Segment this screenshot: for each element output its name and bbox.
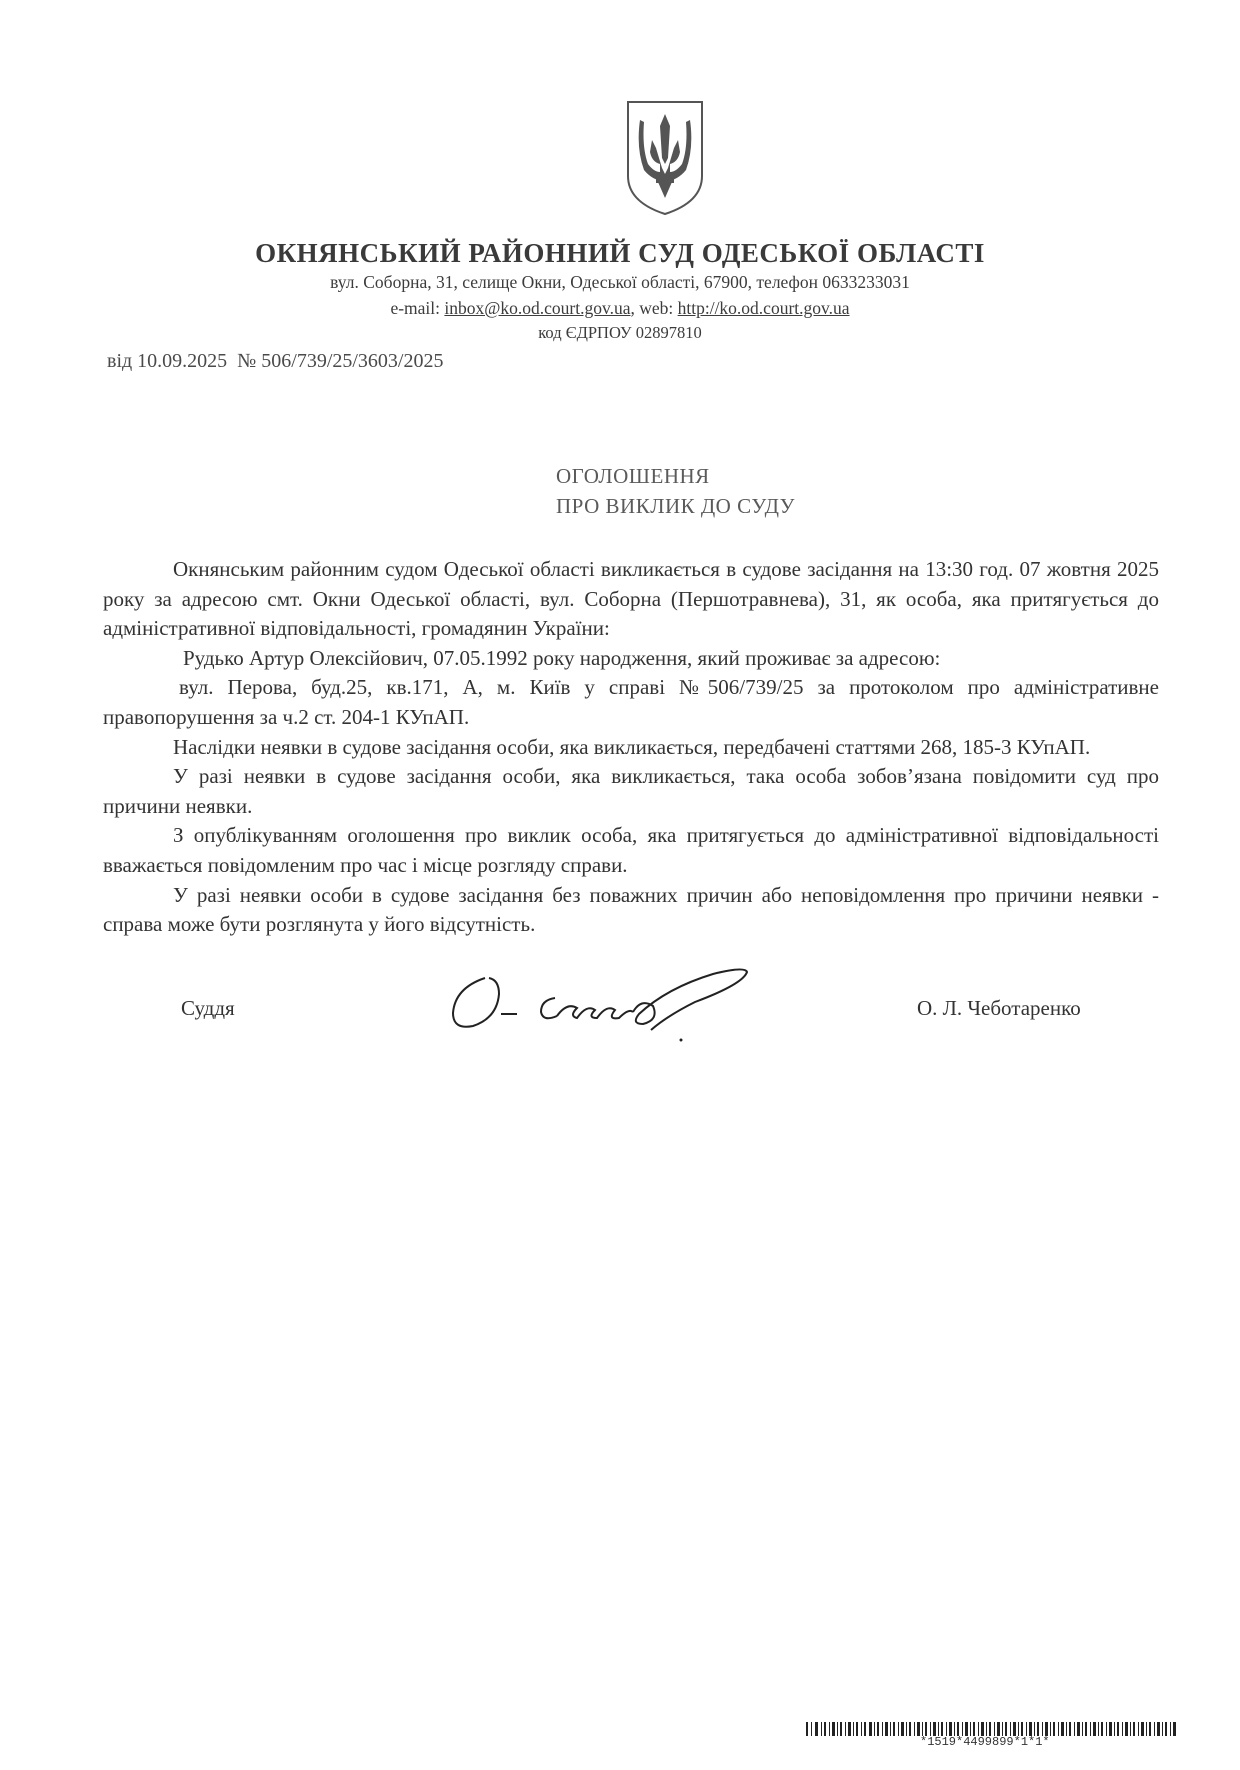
signatory-name: О. Л. Чеботаренко	[917, 996, 1081, 1020]
paragraph-person: Рудько Артур Олексійович, 07.05.1992 року народження, який проживає за адресою:	[183, 645, 941, 670]
paragraph-publication: З опублікуванням оголошення про виклик особа, яка притягується до адміністративної відповідальності вважається повідомленим про час і місце розгляду справи.	[103, 823, 1159, 877]
email-label: e-mail:	[390, 298, 445, 318]
court-name: ОКНЯНСЬКИЙ РАЙОННИЙ СУД ОДЕСЬКОЇ ОБЛАСТІ	[255, 238, 985, 268]
court-contacts	[0, 298, 1240, 319]
outgoing-number: від 10.09.2025 № 506/739/25/3603/2025	[107, 350, 444, 372]
barcode-icon	[806, 1722, 1176, 1736]
web-label: , web:	[630, 298, 678, 318]
announcement-title: ОГОЛОШЕННЯ	[556, 464, 710, 488]
paragraph-obligation: У разі неявки в судове засідання особи, яка викликається, така особа зобов’язана повідомити суд про причини неявки.	[103, 764, 1159, 818]
paragraph-absence: У разі неявки особи в судове засідання без поважних причин або неповідомлення про причини неявки - справа може бути розглянута у його відсутність.	[103, 882, 1159, 937]
court-edrpou: код ЄДРПОУ 02897810	[538, 323, 702, 342]
barcode-number: *1519*4499899*1*1*	[920, 1735, 1050, 1749]
trident-emblem-icon	[622, 98, 708, 218]
announcement-body	[103, 555, 1159, 940]
email-link[interactable]: inbox@ko.od.court.gov.ua	[444, 298, 631, 318]
paragraph-summons: Окнянським районним судом Одеської області викликається в судове засідання на 13:30 год. 07 жовтня 2025 року за адресою смт. Окни Одеської області, вул. Соборна (Першотравнева), 31, як особа, яка притягується до адміністративної відповідальності, громадянин України:	[103, 557, 1159, 641]
court-address: вул. Соборна, 31, селище Окни, Одеської області, 67900, телефон 0633233031	[330, 272, 910, 292]
handwritten-signature	[445, 958, 785, 1048]
paragraph-address: вул. Перова, буд.25, кв.171, А, м. Київ у справі №506/739/25 за протоколом про адміністративне правопорушення за ч.2 ст. 204-1 КУпАП.	[103, 675, 1159, 729]
signatory-title: Суддя	[181, 996, 235, 1020]
paragraph-consequences: Наслідки неявки в судове засідання особи, яка викликається, передбачені статтями 268, 185-3 КУпАП.	[173, 734, 1091, 759]
web-link[interactable]: http://ko.od.court.gov.ua	[677, 298, 850, 318]
announcement-subtitle: ПРО ВИКЛИК ДО СУДУ	[556, 494, 796, 518]
